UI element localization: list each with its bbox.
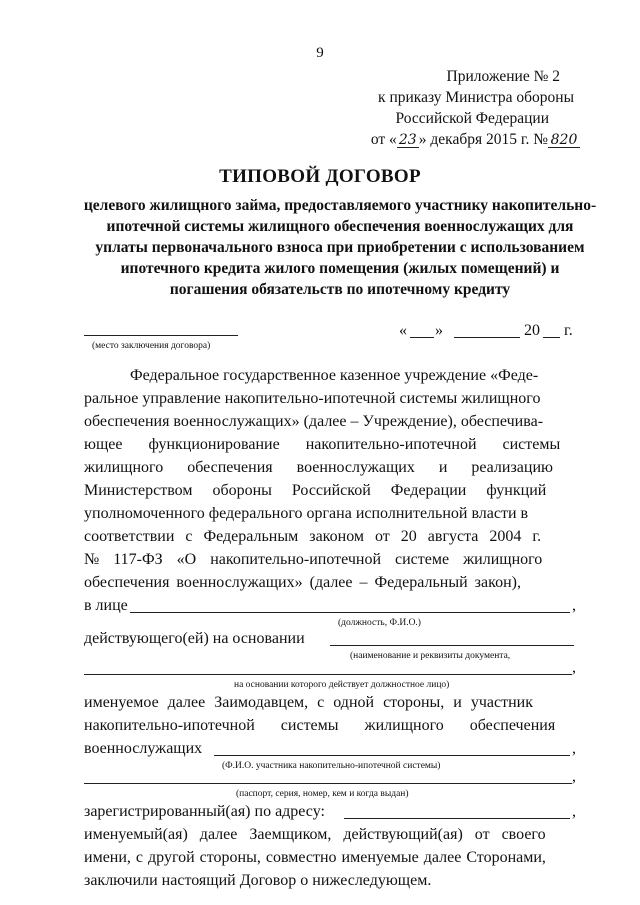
para3-line-1: именуемый(ая) далее Заемщиком, действующий(ая) от своего xyxy=(84,826,546,843)
appendix-line-2: к приказу Министра обороны xyxy=(378,89,574,106)
date-month-underline xyxy=(454,337,520,338)
para1-line-9: № 117-ФЗ «О накопительно-ипотечной системе жилищного xyxy=(84,551,543,568)
appendix-date-prefix: от « xyxy=(370,131,397,148)
appendix-line-4 xyxy=(371,129,580,150)
passport-field[interactable] xyxy=(84,783,572,784)
appendix-line-1: Приложение № 2 xyxy=(446,68,560,85)
document-hint: (наименование и реквизиты документа, xyxy=(350,651,511,661)
position-name-field[interactable] xyxy=(130,612,570,613)
document-hint-2: на основании которого действует должностное лицо) xyxy=(234,680,450,690)
page-number: 9 xyxy=(316,45,324,61)
para1-line-8: соответствии с Федеральным законом от 20 августа 2004 г. xyxy=(84,528,542,545)
para2-line-2: накопительно-ипотечной системы жилищного обеспечения xyxy=(84,717,556,734)
participant-comma: , xyxy=(572,740,576,757)
registered-label: зарегистрированный(ая) по адресу: xyxy=(84,803,325,820)
appendix-line-3: Российской Федерации xyxy=(395,110,549,127)
para1-line-6: Министерством обороны Российской Федерации функций xyxy=(84,482,547,499)
document-title: ТИПОВОЙ ДОГОВОР xyxy=(219,166,421,187)
participant-hint: (Ф.И.О. участника накопительно-ипотечной системы) xyxy=(222,761,441,771)
para3-line-2: имени, с другой стороны, совместно именуемые далее Сторонами, xyxy=(84,849,546,866)
in-person-label: в лице xyxy=(84,597,128,614)
date-year: 20 xyxy=(524,322,540,339)
acting-basis-label: действующего(ей) на основании xyxy=(84,630,305,647)
passport-hint: (паспорт, серия, номер, кем и когда выдан) xyxy=(236,789,409,799)
date-open-quote: « xyxy=(399,322,407,339)
passport-comma: , xyxy=(572,768,576,785)
para1-line-2: ральное управление накопительно-ипотечной системы жилищного xyxy=(84,390,541,407)
document-subtitle: целевого жилищного займа, предоставляемого участнику накопительно-ипотечной системы жилищного обеспечения военнослужащих для уплаты первоначального взноса при приобретении с использованием ипотечного кредита жилого помещения (жилых помещений) и погашения обязательств по ипотечному кредиту xyxy=(83,197,597,298)
para1-line-3: обеспечения военнослужащих» (далее – Учреждение), обеспечива- xyxy=(84,413,544,430)
basis-document-field[interactable] xyxy=(330,645,574,646)
address-comma: , xyxy=(572,803,576,820)
servicemen-label: военнослужащих xyxy=(84,740,203,757)
in-person-comma: , xyxy=(572,597,576,614)
date-day-underline xyxy=(410,337,434,338)
para2-line-1: именуемое далее Заимодавцем, с одной стороны, и участник xyxy=(84,694,533,711)
appendix-handwritten-day: 23 xyxy=(397,133,419,148)
date-year-underline xyxy=(543,337,560,338)
appendix-handwritten-number: 820 xyxy=(548,133,580,148)
basis-document-field-2[interactable] xyxy=(84,674,572,675)
para1-line-4: ющее функционирование накопительно-ипотечной системы xyxy=(84,436,561,453)
participant-name-field[interactable] xyxy=(214,755,570,756)
position-hint: (должность, Ф.И.О.) xyxy=(338,618,421,628)
date-close-quote: » xyxy=(435,322,443,339)
final-line: заключили настоящий Договор о нижеследующем. xyxy=(84,872,432,889)
para1-line-10: обеспечения военнослужащих» (далее – Федеральный закон), xyxy=(84,574,521,591)
date-g: г. xyxy=(564,322,573,339)
para1-line-5: жилищного обеспечения военнослужащих и реализацию xyxy=(84,459,553,476)
para1-line-7: уполномоченного федерального органа исполнительной власти в xyxy=(84,505,529,522)
address-field[interactable] xyxy=(344,818,570,819)
basis-comma: , xyxy=(572,659,576,676)
appendix-date-mid: » декабря 2015 г. № xyxy=(418,131,548,148)
para1-line-1: Федеральное государственное казенное учреждение «Феде- xyxy=(130,367,539,384)
place-underline xyxy=(84,335,238,336)
place-hint: (место заключения договора) xyxy=(92,341,211,351)
